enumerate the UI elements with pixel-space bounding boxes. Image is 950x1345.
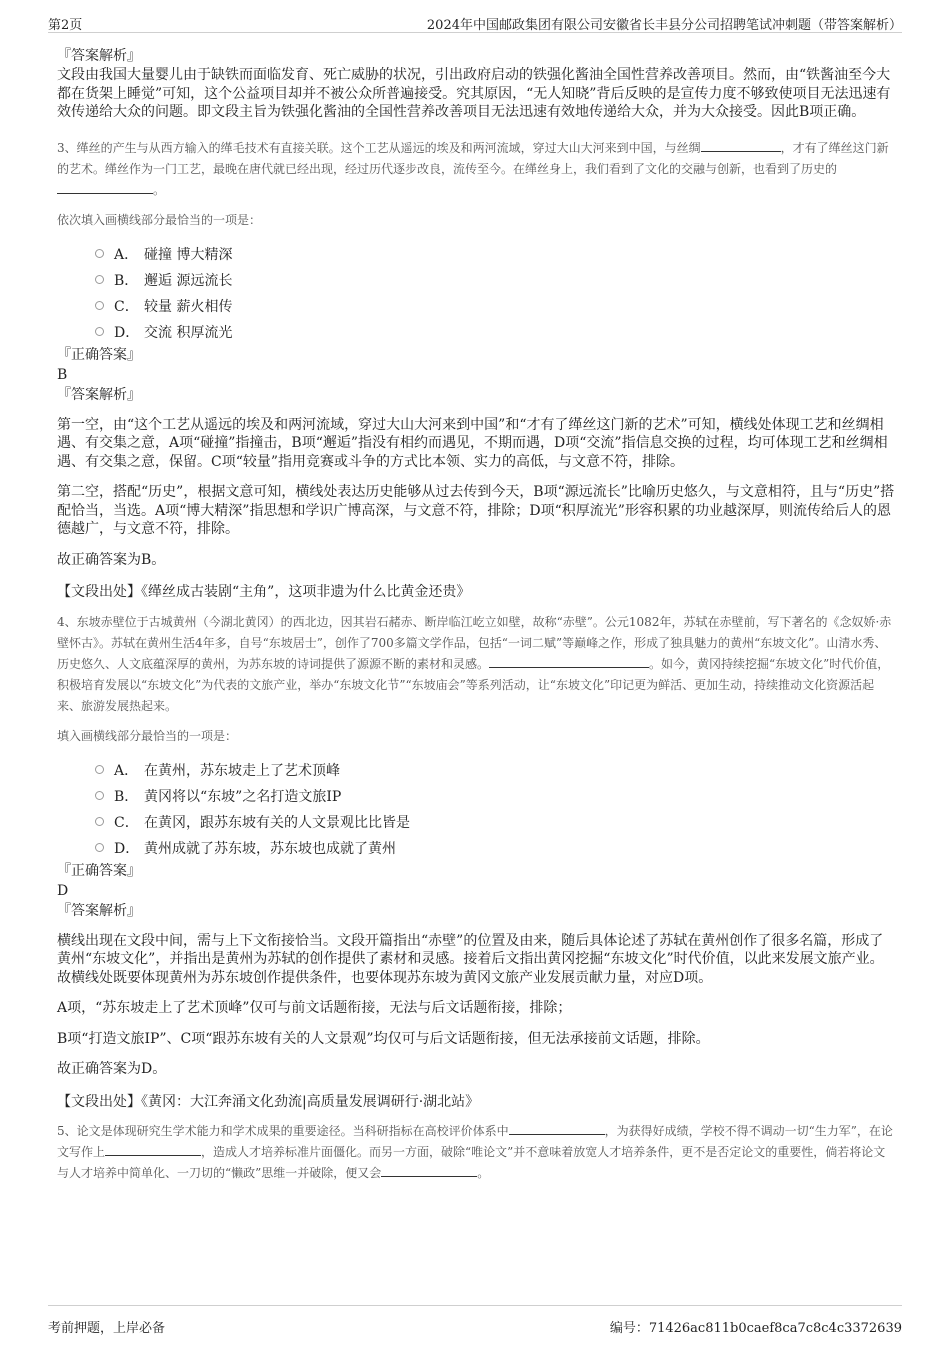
- radio-icon[interactable]: [95, 301, 104, 310]
- option-text: 较量 薪火相传: [144, 298, 233, 315]
- option-key: D．: [114, 840, 140, 857]
- option-text: 在黄州，苏东坡走上了艺术顶峰: [144, 762, 340, 779]
- stem-part: 。如今，黄冈持续挖掘“东坡文化”时代价值，积极培育发展以“东坡文化”为代表的文旅产业，举办“东坡文化节”“东坡庙会”等系列活动，让“东坡文化”印记更为鲜活、更加生动，持续推动文化资源活起来、旅游发展热起来。: [57, 656, 890, 713]
- blank-line: [57, 181, 153, 194]
- option-key: B．: [114, 788, 139, 805]
- main-content: [57, 46, 895, 1184]
- question-5-stem: [57, 1121, 895, 1184]
- stem-part: 3、缂丝的产生与从西方输入的缂毛技术有直接关联。这个工艺从遥远的埃及和两河流域，穿过大山大河来到中国，与丝绸: [57, 140, 701, 155]
- correct-answer: D: [57, 882, 69, 899]
- option-key: C．: [114, 814, 139, 831]
- option-text: 碰撞 博大精深: [144, 246, 233, 263]
- source-citation: 【文段出处】《黄冈：大江奔涌文化劲流|高质量发展调研行·湖北站》: [57, 1093, 480, 1110]
- stem-part: 4、东坡赤壁位于古城黄州（今湖北黄冈）的西北边，因其岩石赭赤、断岸临江屹立如壁，故称“赤壁”。公元1082年，苏轼在赤壁前，写下著名的《念奴娇·赤壁怀古》。苏轼在黄州生活4年多，自号“东坡居士”，创作了700多篇文学作品，包括“一词二赋”等巅峰之作，形成了独具魅力的黄州“东坡文化”。山清水秀、历史悠久、人文底蕴深厚的黄州，为苏东坡的诗词提供了源源不断的素材和灵感。: [57, 614, 892, 671]
- document-title: 2024年中国邮政集团有限公司安徽省长丰县分公司招聘笔试冲刺题（带答案解析）: [426, 18, 902, 33]
- option-text: 交流 积厚流光: [144, 324, 233, 341]
- analysis-paragraph: 横线出现在文段中间，需与上下文衔接恰当。文段开篇指出“赤壁”的位置及由来，随后具体论述了苏轼在黄州创作了很多名篇，形成了黄州“东坡文化”，并指出是黄州为苏轼的创作提供了素材和灵感。接着后文指出黄冈挖掘“东坡文化”时代价值，以此来发展文旅产业。故横线处既要体现黄州为苏东坡创作提供条件，也要体现苏东坡为黄冈文旅产业发展贡献力量，对应D项。: [57, 932, 884, 986]
- radio-icon[interactable]: [95, 817, 104, 826]
- question-3-options: [95, 241, 895, 345]
- option-text: 黄冈将以“东坡”之名打造文旅IP: [144, 788, 342, 805]
- option-key: A．: [114, 762, 139, 779]
- analysis-paragraph: A项，“苏东坡走上了艺术顶峰”仅可与前文话题衔接，无法与后文话题衔接，排除；: [57, 1000, 572, 1016]
- option-b[interactable]: [95, 267, 895, 293]
- footer-slogan: 考前押题，上岸必备: [48, 1321, 166, 1336]
- analysis-heading: 『答案解析』: [57, 48, 141, 64]
- correct-answer: B: [57, 366, 68, 383]
- stem-part: ，才有了缂丝这门新的艺术。缂丝作为一门工艺，最晚在唐代就已经出现，经过历代逐步改良，流传至今。在缂丝身上，我们看到了文化的交融与创新，也看到了历史的: [57, 140, 889, 176]
- question-4-prompt: 填入画横线部分最恰当的一项是：: [57, 728, 238, 743]
- option-key: C．: [114, 298, 139, 315]
- option-key: A．: [114, 246, 139, 263]
- analysis-paragraph: 第一空，由“这个工艺从遥远的埃及和两河流域，穿过大山大河来到中国”和“才有了缂丝这门新的艺术”可知，横线处体现工艺和丝绸相遇、有交集之意，A项“碰撞”指撞击，B项“邂逅”指没有相约而遇见，不期而遇，D项“交流”指信息交换的过程，均可体现工艺和丝绸相遇、有交集之意，保留。C项“较量”指用竞赛或斗争的方式比本领、实力的高低，与文意不符，排除。: [57, 416, 888, 470]
- option-text: 黄州成就了苏东坡，苏东坡也成就了黄州: [144, 840, 396, 857]
- radio-icon[interactable]: [95, 765, 104, 774]
- blank-line: [701, 139, 781, 152]
- option-key: B．: [114, 272, 139, 289]
- blank-line: [509, 1122, 605, 1135]
- option-key: D．: [114, 324, 140, 341]
- radio-icon[interactable]: [95, 791, 104, 800]
- option-d[interactable]: [95, 835, 895, 861]
- answer-conclusion: 故正确答案为D。: [57, 1061, 167, 1077]
- radio-icon[interactable]: [95, 249, 104, 258]
- question-4-options: [95, 757, 895, 861]
- blank-line: [105, 1143, 201, 1156]
- question-3-prompt: 依次填入画横线部分最恰当的一项是：: [57, 212, 262, 227]
- document-code: 编号：71426ac811b0caef8ca7c8c4c3372639: [609, 1321, 902, 1336]
- page-header: [48, 14, 902, 33]
- radio-icon[interactable]: [95, 843, 104, 852]
- option-c[interactable]: [95, 293, 895, 319]
- option-text: 邂逅 源远流长: [144, 272, 233, 289]
- option-text: 在黄冈，跟苏东坡有关的人文景观比比皆是: [144, 814, 410, 831]
- answer-conclusion: 故正确答案为B。: [57, 551, 166, 568]
- page-number: 第2页: [48, 18, 83, 33]
- analysis-heading: 『答案解析』: [57, 386, 141, 403]
- option-b[interactable]: [95, 783, 895, 809]
- option-a[interactable]: [95, 241, 895, 267]
- stem-part: ，造成人才培养标准片面僵化。而另一方面，破除“唯论文”并不意味着放宽人才培养条件，更不是否定论文的重要性，倘若将论文与人才培养中简单化、一刀切的“懒政”思维一并破除，便又会: [57, 1145, 886, 1180]
- source-citation: 【文段出处】《缂丝成古装剧“主角”，这项非遗为什么比黄金还贵》: [57, 584, 471, 600]
- radio-icon[interactable]: [95, 275, 104, 284]
- option-c[interactable]: [95, 809, 895, 835]
- question-4-stem: [57, 612, 895, 717]
- analysis-text: 文段由我国大量婴儿由于缺铁而面临发育、死亡威胁的状况，引出政府启动的铁强化酱油全国性营养改善项目。然而，由“铁酱油至今大都在货架上睡觉”可知，这个公益项目却并不被公众所普遍接受。究其原因，“无人知晓”背后反映的是宣传力度不够致使项目无法迅速有效传递给大众的问题。即文段主旨为铁强化酱油的全国性营养改善项目无法迅速有效地传递给大众，并为大众接受。因此B项正确。: [57, 67, 891, 120]
- question-3-stem: [57, 138, 895, 201]
- blank-line: [489, 655, 649, 668]
- analysis-paragraph: 第二空，搭配“历史”，根据文意可知，横线处表达历史能够从过去传到今天，B项“源远流长”比喻历史悠久，与文意相符，且与“历史”搭配恰当，当选。A项“博大精深”指思想和学识广博高深，与文意不符，排除；D项“积厚流光”形容积累的功业越深厚，则流传给后人的恩德越广，与文意不符，排除。: [57, 484, 895, 537]
- blank-line: [381, 1164, 477, 1177]
- correct-answer-heading: 『正确答案』: [57, 862, 141, 879]
- stem-part: 5、论文是体现研究生学术能力和学术成果的重要途径。当科研指标在高校评价体系中: [57, 1124, 509, 1138]
- option-a[interactable]: [95, 757, 895, 783]
- stem-part: 。: [153, 182, 166, 197]
- analysis-heading: 『答案解析』: [57, 902, 141, 919]
- page-footer: [48, 1305, 902, 1336]
- stem-part: ，为获得好成绩，学校不得不调动一切“生力军”，在论文写作上: [57, 1124, 893, 1159]
- stem-part: 。: [477, 1166, 490, 1180]
- analysis-paragraph: B项“打造文旅IP”、C项“跟苏东坡有关的人文景观”均仅可与后文话题衔接，但无法承接前文话题，排除。: [57, 1030, 710, 1047]
- radio-icon[interactable]: [95, 327, 104, 336]
- correct-answer-heading: 『正确答案』: [57, 346, 141, 363]
- option-d[interactable]: [95, 319, 895, 345]
